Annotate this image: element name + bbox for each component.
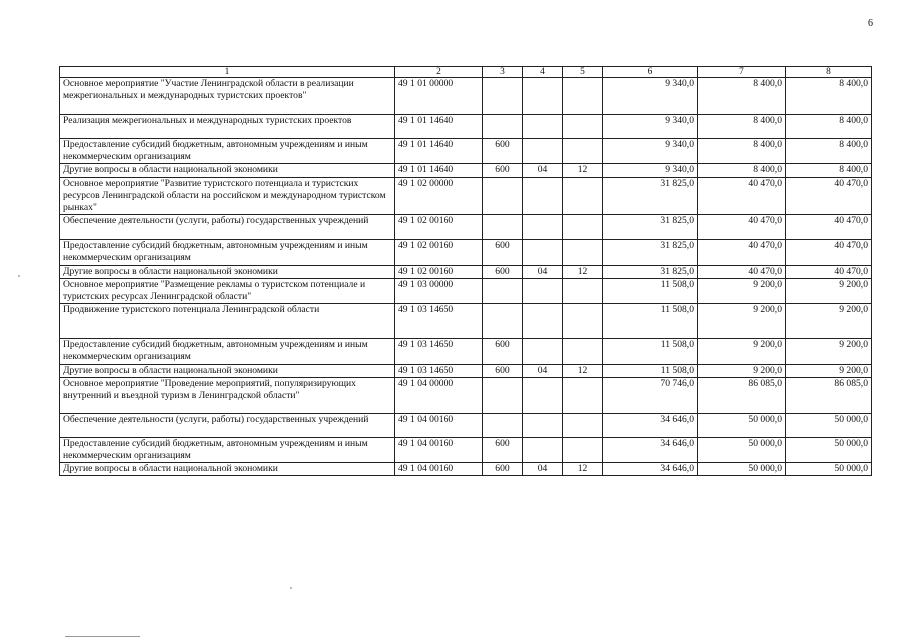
row-code-cell: 49 1 04 00160 [395,413,483,437]
row-pr-cell: 12 [563,164,603,177]
row-value-col6: 70 746,0 [603,377,698,413]
scan-artifact-line [65,636,140,637]
row-vr-cell [483,377,523,413]
table-row [60,215,872,240]
row-code-cell: 49 1 01 14640 [395,115,483,139]
row-code-cell: 49 1 02 00000 [395,177,483,215]
row-pr-cell: 12 [563,364,603,377]
row-value-col6: 31 825,0 [603,240,698,265]
row-value-col8: 9 200,0 [786,339,872,364]
row-value-col7: 8 400,0 [698,78,786,115]
row-value-col7: 8 400,0 [698,115,786,139]
row-name-cell: Основное мероприятие "Размещение рекламы о туристском потенциале и туристских ресурсах Ленинградской области" [60,278,395,303]
row-rz-cell [523,413,563,437]
row-value-col8: 8 400,0 [786,115,872,139]
row-code-cell: 49 1 03 14650 [395,339,483,364]
row-rz-cell [523,377,563,413]
row-rz-cell: 04 [523,265,563,278]
row-value-col8: 9 200,0 [786,304,872,339]
row-name-cell: Основное мероприятие "Развитие туристского потенциала и туристских ресурсов Ленинградской области на российском и международном туристском рынках" [60,177,395,215]
row-vr-cell [483,215,523,240]
row-vr-cell [483,278,523,303]
row-vr-cell: 600 [483,265,523,278]
table-body [60,67,872,476]
row-code-cell: 49 1 03 14650 [395,364,483,377]
row-code-cell: 49 1 04 00000 [395,377,483,413]
table-row [60,177,872,215]
row-rz-cell [523,304,563,339]
row-rz-cell [523,437,563,462]
row-rz-cell [523,339,563,364]
row-code-cell: 49 1 01 14640 [395,164,483,177]
row-vr-cell: 600 [483,240,523,265]
row-name-cell: Обеспечение деятельности (услуги, работы) государственных учреждений [60,413,395,437]
row-value-col8: 86 085,0 [786,377,872,413]
row-value-col6: 34 646,0 [603,437,698,462]
row-value-col6: 31 825,0 [603,177,698,215]
row-value-col7: 8 400,0 [698,164,786,177]
row-value-col8: 40 470,0 [786,240,872,265]
row-vr-cell: 600 [483,139,523,164]
row-vr-cell: 600 [483,339,523,364]
row-value-col8: 50 000,0 [786,437,872,462]
row-pr-cell [563,377,603,413]
row-value-col8: 9 200,0 [786,364,872,377]
table-row [60,139,872,164]
row-pr-cell [563,278,603,303]
header-cell: 6 [603,67,698,78]
table-row [60,377,872,413]
row-code-cell: 49 1 04 00160 [395,437,483,462]
row-value-col6: 11 508,0 [603,364,698,377]
row-value-col7: 40 470,0 [698,215,786,240]
row-value-col6: 11 508,0 [603,339,698,364]
row-name-cell: Предоставление субсидий бюджетным, автономным учреждениям и иным некоммерческим организациям [60,339,395,364]
row-vr-cell: 600 [483,437,523,462]
scan-artifact-dot [290,587,292,589]
row-pr-cell [563,78,603,115]
row-vr-cell [483,304,523,339]
header-cell: 4 [523,67,563,78]
header-cell: 2 [395,67,483,78]
row-value-col8: 50 000,0 [786,463,872,476]
row-name-cell: Обеспечение деятельности (услуги, работы) государственных учреждений [60,215,395,240]
row-value-col7: 9 200,0 [698,339,786,364]
table-row [60,437,872,462]
row-value-col6: 11 508,0 [603,304,698,339]
table-row [60,115,872,139]
row-vr-cell: 600 [483,164,523,177]
row-value-col6: 11 508,0 [603,278,698,303]
row-name-cell: Предоставление субсидий бюджетным, автономным учреждениям и иным некоммерческим организациям [60,437,395,462]
row-value-col8: 8 400,0 [786,78,872,115]
row-rz-cell [523,215,563,240]
row-name-cell: Другие вопросы в области национальной экономики [60,463,395,476]
row-code-cell: 49 1 02 00160 [395,215,483,240]
row-value-col7: 50 000,0 [698,437,786,462]
row-value-col7: 8 400,0 [698,139,786,164]
row-value-col8: 40 470,0 [786,177,872,215]
row-value-col7: 40 470,0 [698,265,786,278]
row-name-cell: Продвижение туристского потенциала Ленинградской области [60,304,395,339]
table-row [60,278,872,303]
row-value-col7: 9 200,0 [698,304,786,339]
row-pr-cell: 12 [563,265,603,278]
row-vr-cell [483,78,523,115]
header-cell: 5 [563,67,603,78]
table-row [60,304,872,339]
row-value-col6: 31 825,0 [603,265,698,278]
row-vr-cell: 600 [483,463,523,476]
row-vr-cell: 600 [483,364,523,377]
row-code-cell: 49 1 04 00160 [395,463,483,476]
row-value-col8: 9 200,0 [786,278,872,303]
row-value-col7: 9 200,0 [698,278,786,303]
row-rz-cell [523,78,563,115]
row-value-col7: 40 470,0 [698,177,786,215]
row-vr-cell [483,115,523,139]
table-row [60,463,872,476]
row-name-cell: Основное мероприятие "Участие Ленинградской области в реализации межрегиональных и международных туристских проектов" [60,78,395,115]
row-code-cell: 49 1 01 00000 [395,78,483,115]
row-pr-cell [563,115,603,139]
row-pr-cell [563,215,603,240]
row-name-cell: Предоставление субсидий бюджетным, автономным учреждениям и иным некоммерческим организациям [60,240,395,265]
row-pr-cell [563,437,603,462]
row-value-col6: 9 340,0 [603,115,698,139]
row-vr-cell [483,177,523,215]
row-value-col7: 40 470,0 [698,240,786,265]
row-pr-cell [563,413,603,437]
table-row [60,265,872,278]
row-pr-cell [563,339,603,364]
scan-artifact-dot [18,275,20,277]
row-name-cell: Реализация межрегиональных и международных туристских проектов [60,115,395,139]
row-value-col6: 9 340,0 [603,139,698,164]
row-pr-cell [563,177,603,215]
header-cell: 1 [60,67,395,78]
row-value-col7: 9 200,0 [698,364,786,377]
row-rz-cell [523,278,563,303]
header-cell: 8 [786,67,872,78]
row-value-col6: 34 646,0 [603,413,698,437]
row-value-col6: 9 340,0 [603,164,698,177]
row-pr-cell: 12 [563,463,603,476]
row-rz-cell [523,177,563,215]
row-rz-cell: 04 [523,364,563,377]
row-name-cell: Предоставление субсидий бюджетным, автономным учреждениям и иным некоммерческим организациям [60,139,395,164]
budget-table [59,66,872,476]
row-value-col8: 40 470,0 [786,265,872,278]
row-vr-cell [483,413,523,437]
row-value-col8: 8 400,0 [786,139,872,164]
row-code-cell: 49 1 03 14650 [395,304,483,339]
row-name-cell: Другие вопросы в области национальной экономики [60,164,395,177]
row-code-cell: 49 1 02 00160 [395,240,483,265]
row-rz-cell [523,115,563,139]
row-value-col8: 40 470,0 [786,215,872,240]
row-name-cell: Другие вопросы в области национальной экономики [60,364,395,377]
row-rz-cell [523,240,563,265]
table-row [60,364,872,377]
row-value-col6: 34 646,0 [603,463,698,476]
row-value-col8: 8 400,0 [786,164,872,177]
table-row [60,164,872,177]
table-row [60,78,872,115]
row-pr-cell [563,139,603,164]
row-rz-cell: 04 [523,463,563,476]
table-row [60,339,872,364]
row-code-cell: 49 1 03 00000 [395,278,483,303]
row-name-cell: Основное мероприятие "Проведение мероприятий, популяризирующих внутренний и въездной туризм в Ленинградской области" [60,377,395,413]
header-cell: 3 [483,67,523,78]
row-value-col7: 50 000,0 [698,413,786,437]
row-name-cell: Другие вопросы в области национальной экономики [60,265,395,278]
table-row [60,240,872,265]
row-pr-cell [563,304,603,339]
header-cell: 7 [698,67,786,78]
row-value-col6: 31 825,0 [603,215,698,240]
row-value-col8: 50 000,0 [786,413,872,437]
row-code-cell: 49 1 02 00160 [395,265,483,278]
row-code-cell: 49 1 01 14640 [395,139,483,164]
page-number: 6 [868,18,873,29]
header-row [60,67,872,78]
row-value-col7: 50 000,0 [698,463,786,476]
row-rz-cell [523,139,563,164]
row-rz-cell: 04 [523,164,563,177]
row-pr-cell [563,240,603,265]
table-row [60,413,872,437]
row-value-col6: 9 340,0 [603,78,698,115]
row-value-col7: 86 085,0 [698,377,786,413]
